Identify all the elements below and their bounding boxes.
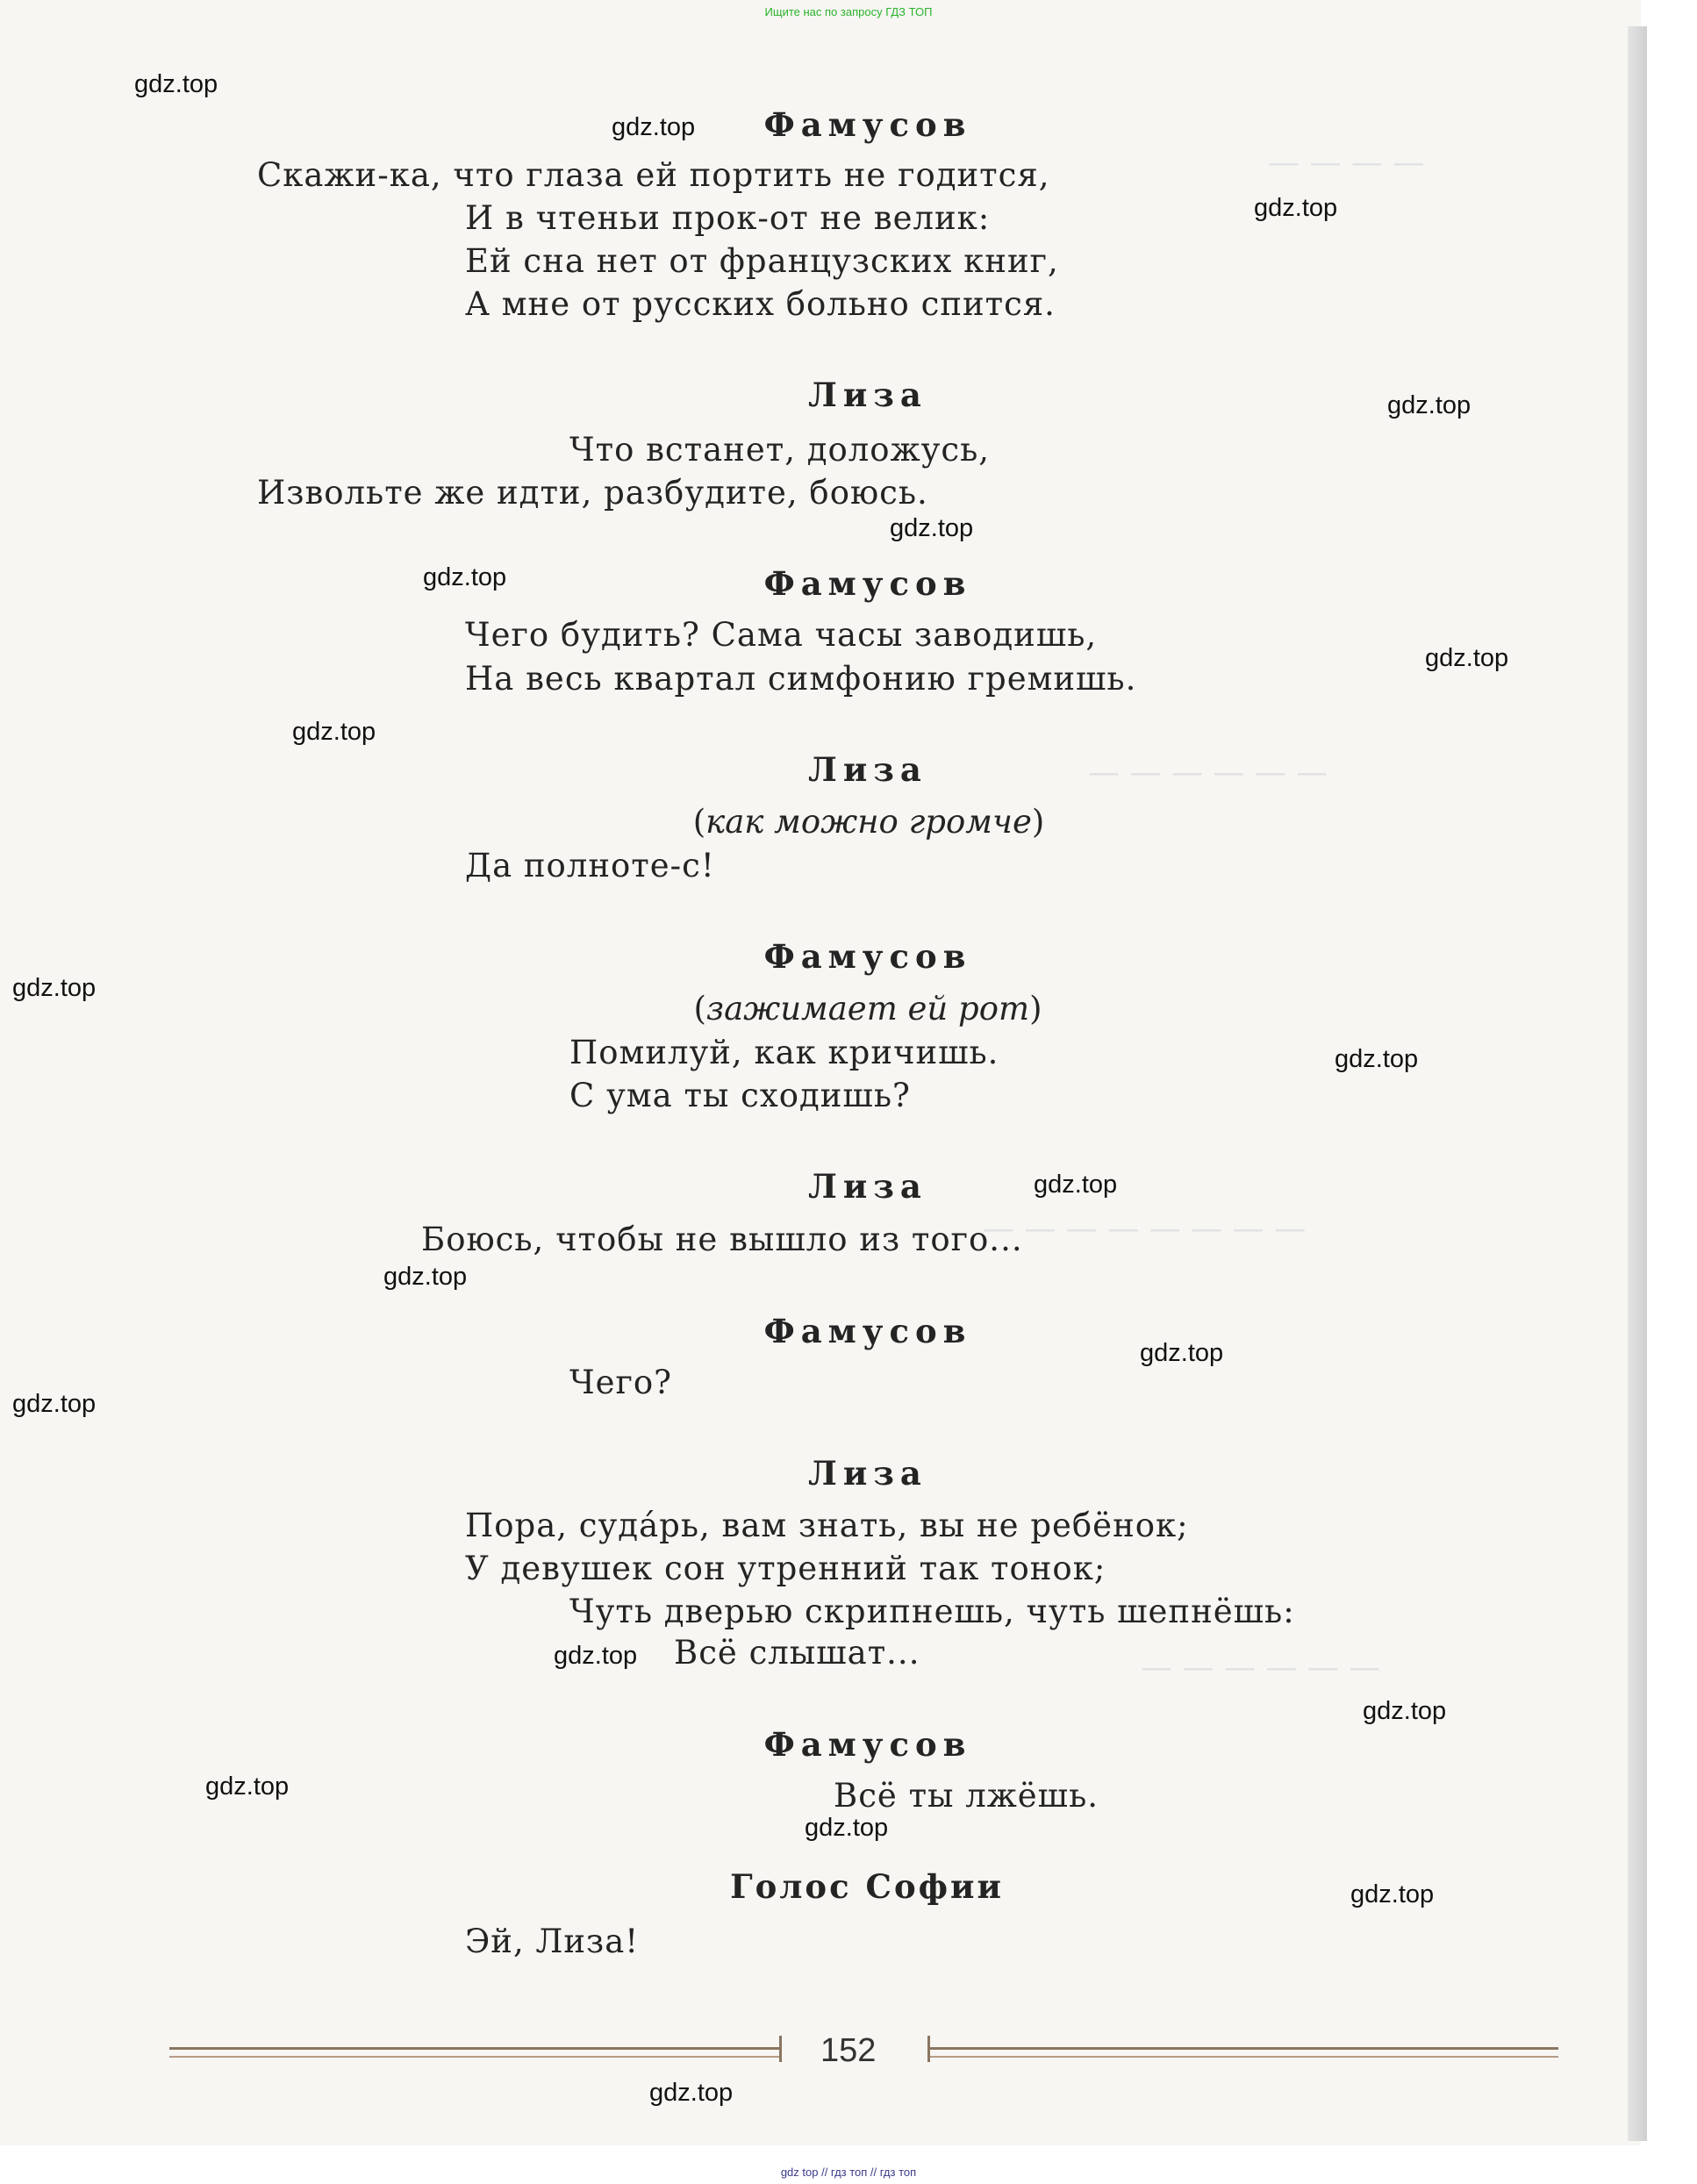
page-number: 152 (820, 2032, 877, 2069)
verse-line: У девушек сон утренний так тонок; (465, 1550, 1106, 1587)
footer-note: gdz top // гдз топ // гдз топ (780, 2166, 917, 2179)
footer-rule-right (930, 2047, 1558, 2050)
verse-line: Всё слышат... (674, 1634, 920, 1672)
speaker-name: Фамусов (763, 1312, 972, 1350)
watermark: gdz.top (383, 1263, 468, 1291)
bleed-through-text: — — — — — — (1141, 1650, 1381, 1686)
verse-line: Чего будить? Сама часы заводишь, (465, 616, 1098, 654)
bleed-through-text: — — — — — — — — (983, 1211, 1307, 1247)
watermark: gdz.top (554, 1642, 638, 1670)
speaker-name: Фамусов (763, 1725, 972, 1764)
verse-line: Эй, Лиза! (465, 1923, 640, 1960)
watermark: gdz.top (205, 1772, 290, 1801)
speaker-name: Фамусов (763, 937, 972, 976)
speaker-name: Лиза (808, 1167, 927, 1206)
watermark: gdz.top (1425, 644, 1509, 672)
footer-rule-right-thin (930, 2056, 1558, 2058)
speaker-name: Лиза (808, 1454, 927, 1493)
watermark: gdz.top (423, 563, 507, 591)
footer-rule-left-thin (169, 2056, 781, 2058)
footer-rule-divider (779, 2036, 782, 2062)
speaker-name: Лиза (808, 750, 927, 789)
verse-line: Скажи-ка, что глаза ей портить не годится, (257, 156, 1050, 194)
verse-line: На весь квартал симфонию гремишь. (465, 660, 1137, 698)
watermark: gdz.top (12, 974, 97, 1002)
verse-line: Пора, суда́рь, вам знать, вы не ребёнок; (465, 1507, 1189, 1544)
speaker-name: Лиза (808, 376, 927, 414)
verse-line: Всё ты лжёшь. (834, 1777, 1099, 1815)
verse-line: Что встанет, доложусь, (569, 431, 991, 469)
speaker-name: Фамусов (763, 105, 972, 144)
watermark: gdz.top (649, 2079, 734, 2107)
watermark: gdz.top (1140, 1339, 1224, 1367)
verse-line: А мне от русских больно спится. (465, 285, 1056, 323)
verse-line: Чего? (569, 1364, 672, 1401)
watermark: gdz.top (805, 1814, 889, 1842)
watermark: gdz.top (1335, 1045, 1419, 1073)
verse-line: Да полноте-с! (465, 847, 715, 884)
watermark: gdz.top (1034, 1171, 1118, 1199)
watermark: gdz.top (1387, 391, 1471, 419)
speaker-name: Голос Софии (730, 1867, 1004, 1906)
verse-line: Боюсь, чтобы не вышло из того... (421, 1221, 1023, 1258)
watermark: gdz.top (612, 113, 696, 141)
verse-line: Извольте же идти, разбудите, боюсь. (257, 474, 928, 512)
watermark: gdz.top (12, 1390, 97, 1418)
watermark: gdz.top (1254, 194, 1338, 222)
verse-line: С ума ты сходишь? (569, 1077, 911, 1114)
watermark: gdz.top (134, 70, 218, 98)
watermark: gdz.top (292, 718, 376, 746)
watermark: gdz.top (890, 514, 974, 542)
verse-line: Чуть дверью скрипнешь, чуть шепнёшь: (569, 1593, 1295, 1630)
stage-direction: (как можно громче) (692, 803, 1045, 841)
watermark: gdz.top (1350, 1880, 1435, 1908)
footer-rule-left (169, 2047, 781, 2050)
header-note: Ищите нас по запросу ГДЗ ТОП (764, 5, 933, 18)
bleed-through-text: — — — — (1268, 145, 1425, 181)
stage-direction: (зажимает ей рот) (693, 990, 1042, 1028)
bleed-through-text: — — — — — — (1088, 755, 1328, 791)
verse-line: И в чтеньи прок-от не велик: (465, 199, 991, 237)
page-edge-shadow (1628, 26, 1647, 2141)
verse-line: Помилуй, как кричишь. (569, 1034, 999, 1071)
watermark: gdz.top (1363, 1697, 1447, 1725)
speaker-name: Фамусов (763, 564, 972, 603)
verse-line: Ей сна нет от французских книг, (465, 242, 1059, 280)
